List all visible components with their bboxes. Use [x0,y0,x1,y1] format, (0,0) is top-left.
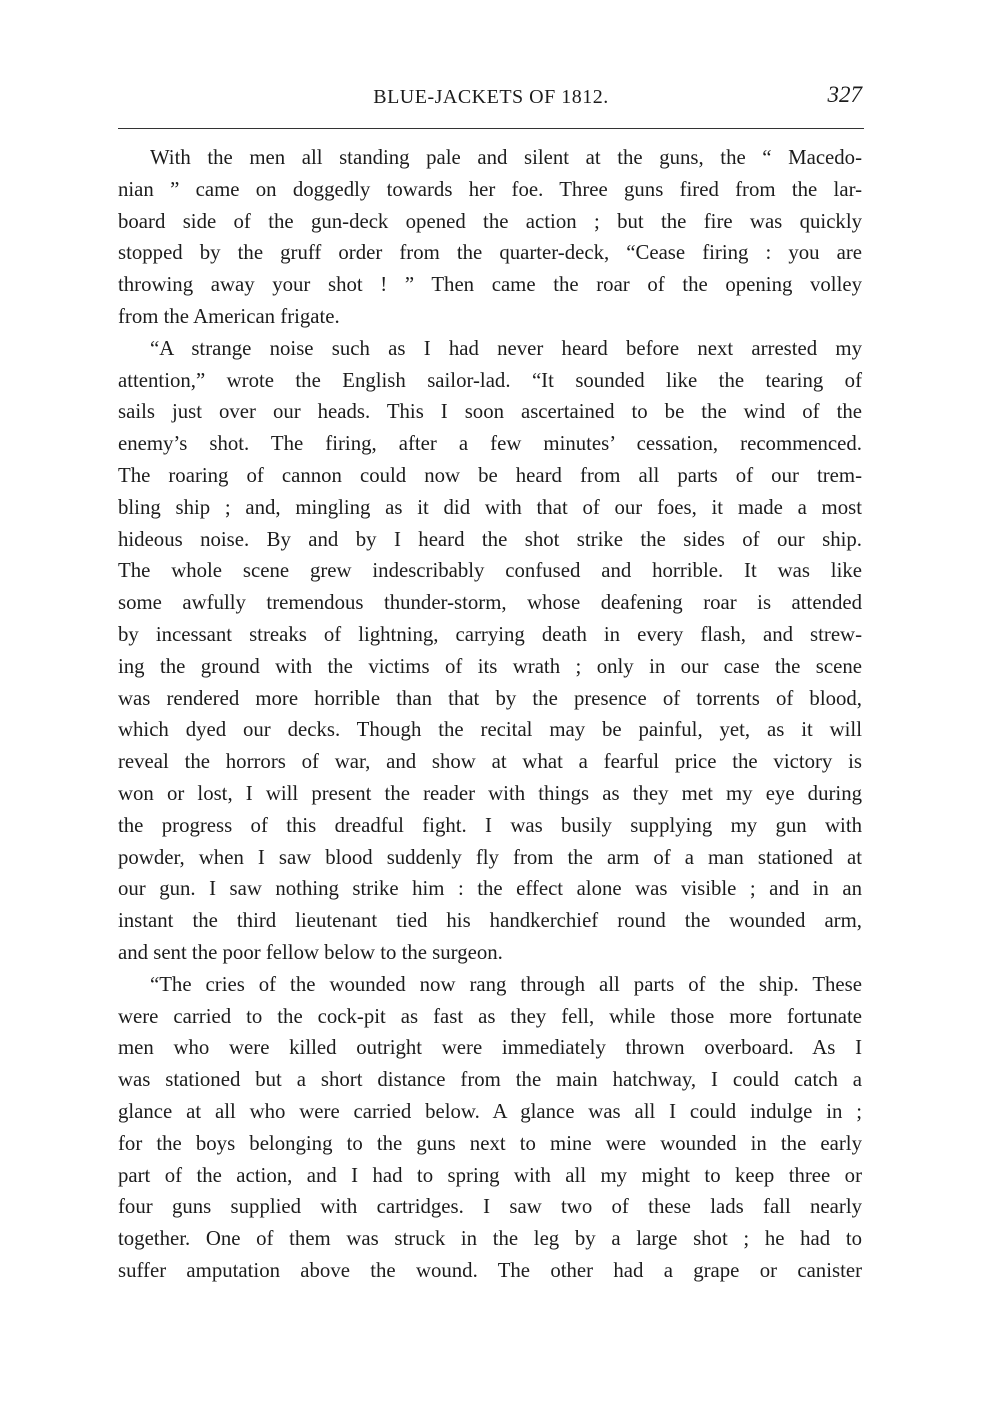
text-line: powder, when I saw blood suddenly fly from the arm of a man stationed at [118,845,862,869]
text-line: sails just over our heads. This I soon ascertained to be the wind of the [118,400,862,424]
text-line: The whole scene grew indescribably confused and horrible. It was like [118,559,862,583]
text-line: from the American frigate. [118,304,340,328]
text-line: reveal the horrors of war, and show at what a fearful price the victory is [118,750,862,774]
text-line: suffer amputation above the wound. The other had a grape or canister [118,1258,862,1282]
text-line: glance at all who were carried below. A glance was all I could indulge in ; [118,1099,862,1123]
paragraph-2 [118,333,862,969]
text-line: were carried to the cock-pit as fast as they fell, while those more fortunate [118,1004,862,1028]
text-line: hideous noise. By and by I heard the shot strike the sides of our ship. [118,527,862,551]
text-line: our gun. I saw nothing strike him : the effect alone was visible ; and in an [118,877,862,901]
text-line: some awfully tremendous thunder-storm, whose deafening roar is attended [118,591,862,615]
text-line: board side of the gun-deck opened the action ; but the fire was quickly [118,209,862,233]
paragraph-1 [118,142,862,333]
page-number: 327 [827,82,862,107]
text-line: The roaring of cannon could now be heard from all parts of our trem- [118,463,862,487]
text-line: together. One of them was struck in the leg by a large shot ; he had to [118,1227,862,1251]
text-line: ing the ground with the victims of its wrath ; only in our case the scene [118,654,862,678]
text-line: bling ship ; and, mingling as it did with that of our foes, it made a most [118,495,862,519]
text-line: men who were killed outright were immediately thrown overboard. As I [118,1036,862,1060]
body-text [118,142,862,1287]
text-line: the progress of this dreadful fight. I was busily supplying my gun with [118,813,862,837]
text-line: “A strange noise such as I had never heard before next arrested my [150,336,862,360]
text-line: nian ” came on doggedly towards her foe. Three guns fired from the lar- [118,177,862,201]
text-line: throwing away your shot ! ” Then came the roar of the opening volley [118,273,862,297]
text-line: was stationed but a short distance from the main hatchway, I could catch a [118,1068,862,1092]
text-line: part of the action, and I had to spring with all my might to keep three or [118,1163,862,1187]
header-rule [118,128,864,129]
text-line: enemy’s shot. The firing, after a few minutes’ cessation, recommenced. [118,432,862,456]
text-line: With the men all standing pale and silent at the guns, the “ Macedo- [150,146,862,169]
text-line: attention,” wrote the English sailor-lad. “It sounded like the tearing of [118,368,862,392]
running-title: BLUE-JACKETS OF 1812. [373,86,609,108]
text-line: instant the third lieutenant tied his handkerchief round the wounded arm, [118,909,862,933]
text-line: “The cries of the wounded now rang through all parts of the ship. These [150,972,862,996]
text-line: by incessant streaks of lightning, carrying death in every flash, and strew- [118,622,862,646]
text-line: and sent the poor fellow below to the surgeon. [118,940,503,964]
text-line: four guns supplied with cartridges. I saw two of these lads fall nearly [118,1195,862,1219]
text-line: which dyed our decks. Though the recital may be painful, yet, as it will [118,718,862,742]
text-line: for the boys belonging to the guns next to mine were wounded in the early [118,1131,862,1155]
text-line: won or lost, I will present the reader with things as they met my eye during [118,781,862,805]
paragraph-3 [118,969,862,1287]
page-header [118,82,864,116]
text-line: stopped by the gruff order from the quarter-deck, “Cease firing : you are [118,241,862,265]
text-line: was rendered more horrible than that by the presence of torrents of blood, [118,686,862,710]
